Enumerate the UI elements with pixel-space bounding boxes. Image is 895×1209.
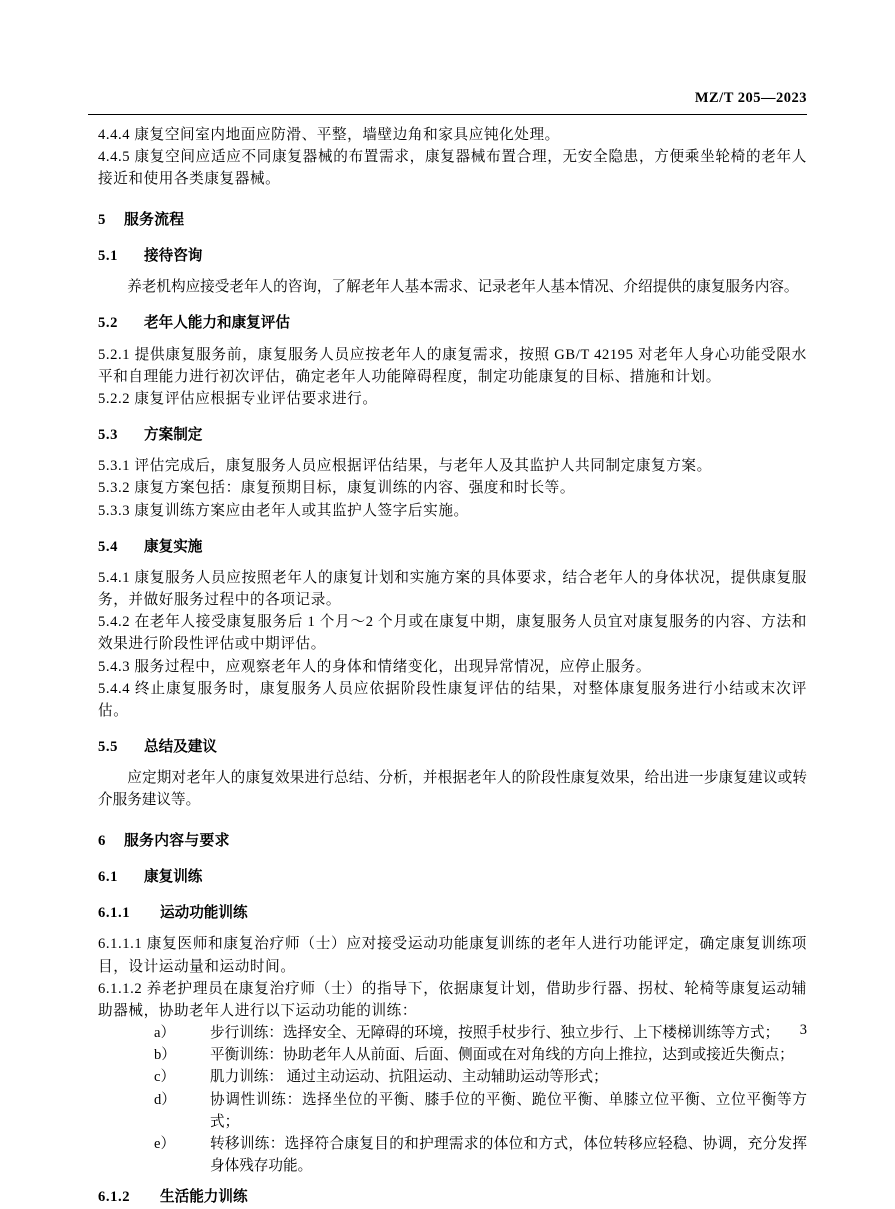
- list-item: [98, 1133, 807, 1177]
- heading-5-2-title: 老年人能力和康复评估: [144, 315, 290, 332]
- heading-5-2: [98, 312, 807, 334]
- header-divider-rule: [88, 114, 807, 115]
- heading-5-4-label: 5.4: [98, 538, 119, 555]
- heading-6-1-2: [98, 1186, 807, 1208]
- heading-6-1-2-label: 6.1.2: [98, 1189, 131, 1206]
- heading-5-title: 服务流程: [124, 211, 185, 228]
- heading-5-3: [98, 424, 807, 446]
- heading-6-1-1-title: 运动功能训练: [160, 905, 248, 922]
- list-item: [98, 1089, 807, 1133]
- heading-5-4-title: 康复实施: [144, 538, 203, 555]
- clause-4-4-4: 4.4.4 康复空间室内地面应防滑、平整，墙壁边角和家具应钝化处理。: [98, 127, 560, 143]
- training-items-list: [98, 1022, 807, 1177]
- heading-5-1-label: 5.1: [98, 248, 119, 264]
- list-item-text: 平衡训练：协助老年人从前面、后面、侧面或在对角线的方向上推拉，达到或接近失衡点；: [210, 1047, 794, 1064]
- heading-6-1-label: 6.1: [98, 869, 119, 886]
- heading-5-1-title: 接待咨询: [144, 248, 203, 264]
- list-item-text: 协调性训练：选择坐位的平衡、膝手位的平衡、跪位平衡、单膝立位平衡、立位平衡等方式；: [210, 1091, 807, 1130]
- heading-5-2-label: 5.2: [98, 315, 119, 332]
- clause-5-5-text: 应定期对老年人的康复效果进行总结、分析，并根据老年人的阶段性康复效果，给出进一步康复建议或转介服务建议等。: [98, 770, 807, 809]
- heading-6-1-1-label: 6.1.1: [98, 905, 131, 922]
- heading-5-1: [98, 245, 807, 267]
- heading-6-label: 6: [98, 832, 106, 849]
- clause-5-3-3: 5.3.3 康复训练方案应由老年人或其监护人签字后实施。: [98, 502, 469, 519]
- list-item-marker: c）: [154, 1069, 176, 1086]
- heading-5-4: [98, 536, 807, 558]
- heading-5: [98, 209, 807, 231]
- clause-5-4-1: 5.4.1 康复服务人员应按照老年人的康复计划和实施方案的具体要求，结合老年人的身体状况，提供康复服务，并做好服务过程中的各项记录。: [98, 569, 807, 609]
- document-body: [98, 124, 807, 1209]
- heading-5-3-label: 5.3: [98, 427, 119, 444]
- heading-5-5: [98, 736, 807, 758]
- list-item-text: 步行训练：选择安全、无障碍的环境，按照手杖步行、独立步行、上下楼梯训练等方式；: [210, 1025, 780, 1042]
- list-item-marker: e）: [154, 1135, 176, 1152]
- heading-5-5-title: 总结及建议: [144, 739, 217, 756]
- list-item-marker: b）: [154, 1047, 176, 1064]
- clause-5-4-3: 5.4.3 服务过程中，应观察老年人的身体和情绪变化，出现异常情况，应停止服务。: [98, 658, 652, 675]
- heading-5-5-label: 5.5: [98, 739, 119, 756]
- clause-5-1-text: 养老机构应接受老年人的咨询，了解老年人基本需求、记录老年人基本情况、介绍提供的康复服务内容。: [127, 279, 799, 296]
- heading-6: [98, 830, 807, 852]
- heading-6-1-title: 康复训练: [144, 869, 203, 886]
- heading-5-3-title: 方案制定: [144, 427, 203, 444]
- heading-6-1: [98, 866, 807, 888]
- clause-5-2-1: 5.2.1 提供康复服务前，康复服务人员应按老年人的康复需求，按照 GB/T 42195 对老年人身心功能受限水平和自理能力进行初次评估，确定老年人功能障碍程度，制定功能康复的目标、措施和计划。: [98, 346, 807, 385]
- page-number: 3: [799, 1022, 807, 1038]
- clause-6-1-1-2: 6.1.1.2 养老护理员在康复治疗师（士）的指导下，依据康复计划，借助步行器、拐杖、轮椅等康复运动辅助器械，协助老年人进行以下运动功能的训练：: [98, 980, 807, 1019]
- clause-5-4-4: 5.4.4 终止康复服务时，康复服务人员应依据阶段性康复评估的结果，对整体康复服务进行小结或末次评估。: [98, 680, 807, 719]
- clause-5-3-1: 5.3.1 评估完成后，康复服务人员应根据评估结果，与老年人及其监护人共同制定康复方案。: [98, 458, 712, 475]
- list-item-marker: a）: [154, 1025, 176, 1042]
- heading-6-1-1: [98, 902, 807, 924]
- clause-5-4-2: 5.4.2 在老年人接受康复服务后 1 个月～2 个月或在康复中期，康复服务人员宜对康复服务的内容、方法和效果进行阶段性评估或中期评估。: [98, 614, 807, 653]
- clause-5-2-2: 5.2.2 康复评估应根据专业评估要求进行。: [98, 390, 378, 407]
- clause-5-3-2: 5.3.2 康复方案包括：康复预期目标，康复训练的内容、强度和时长等。: [98, 480, 576, 497]
- clause-6-1-1-1: 6.1.1.1 康复医师和康复治疗师（士）应对接受运动功能康复训练的老年人进行功能评定，确定康复训练项目，设计运动量和运动时间。: [98, 936, 807, 975]
- list-item: [98, 1022, 807, 1044]
- heading-6-1-2-title: 生活能力训练: [160, 1189, 248, 1206]
- clause-4-4-5: 4.4.5 康复空间应适应不同康复器械的布置需求，康复器械布置合理，无安全隐患，方便乘坐轮椅的老年人接近和使用各类康复器械。: [98, 149, 807, 188]
- list-item: [98, 1044, 807, 1066]
- list-item: [98, 1066, 807, 1088]
- heading-6-title: 服务内容与要求: [124, 832, 230, 849]
- page-header-standard-code: MZ/T 205—2023: [694, 90, 807, 106]
- list-item-marker: d）: [154, 1091, 176, 1108]
- heading-5-label: 5: [98, 211, 106, 228]
- list-item-text: 肌力训练： 通过主动运动、抗阻运动、主动辅助运动等形式；: [210, 1069, 608, 1086]
- list-item-text: 转移训练：选择符合康复目的和护理需求的体位和方式，体位转移应轻稳、协调，充分发挥身体残存功能。: [210, 1135, 807, 1175]
